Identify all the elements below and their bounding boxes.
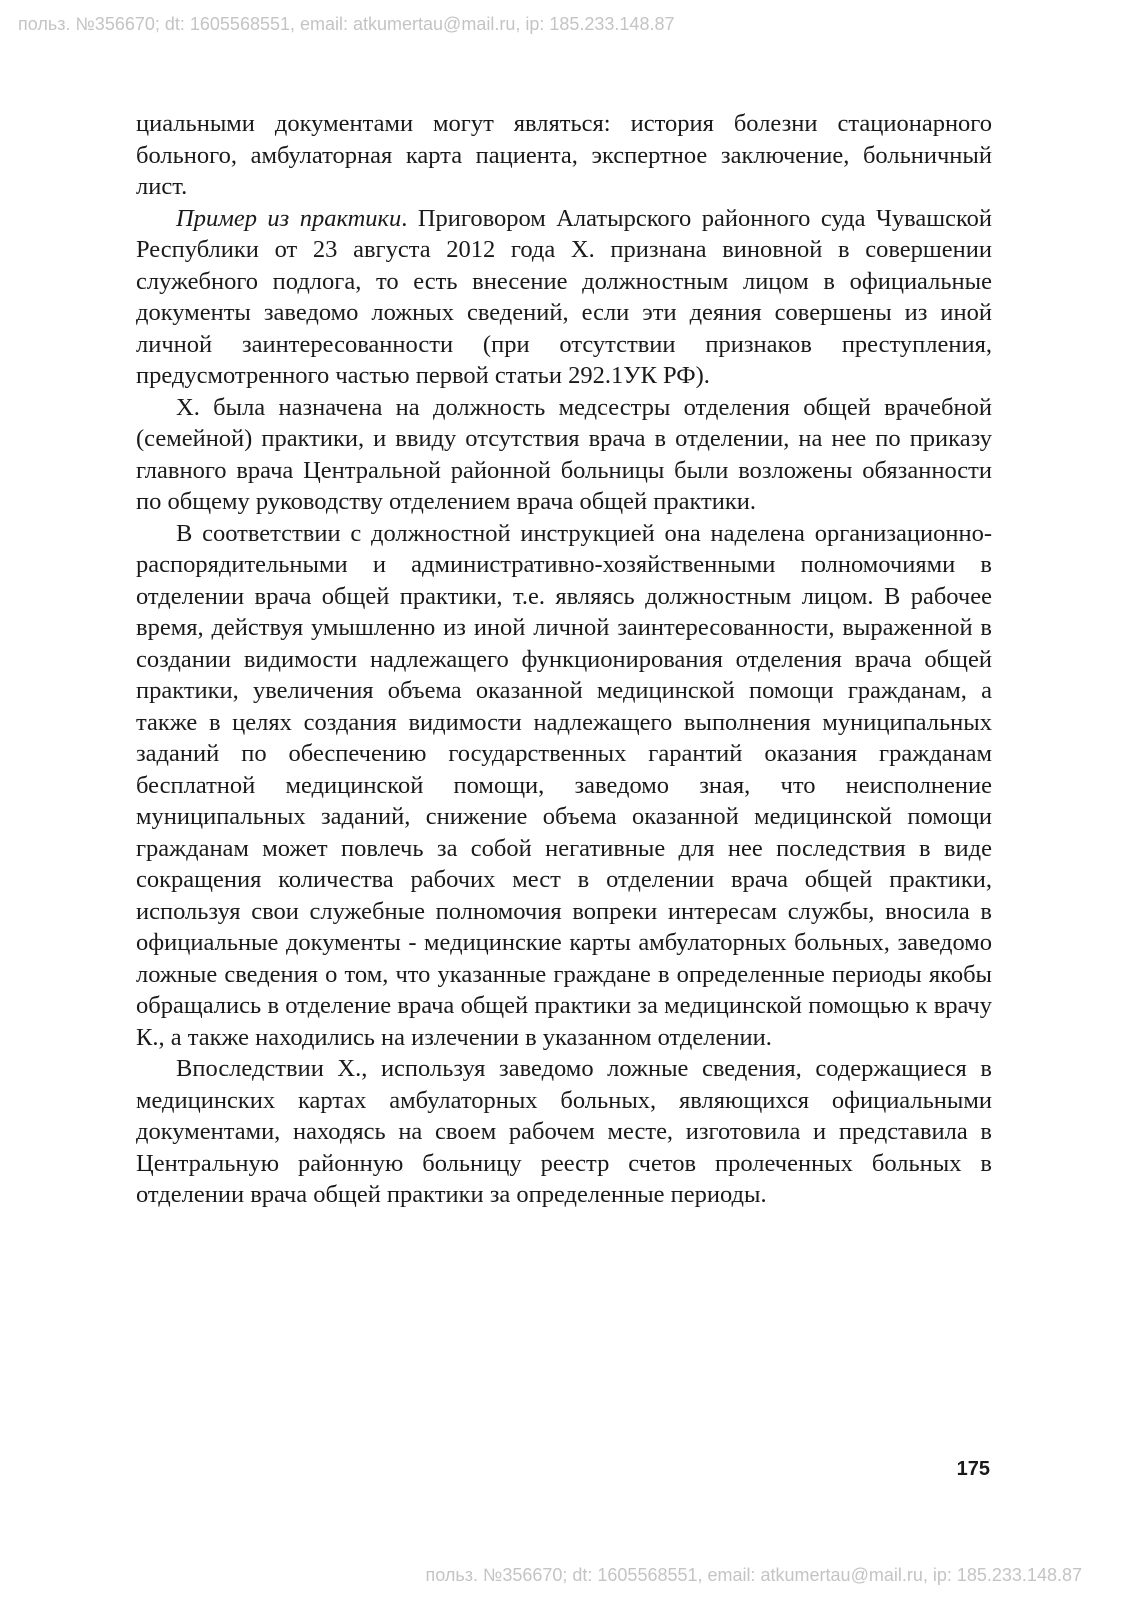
- page-number: 175: [956, 1458, 990, 1480]
- watermark-bottom: польз. №356670; dt: 1605568551, email: atkumertau@mail.ru, ip: 185.233.148.87: [425, 1565, 1082, 1585]
- paragraph-example: [136, 203, 992, 392]
- paragraph-consequence: Впоследствии Х., используя заведомо ложные сведения, содержащиеся в медицинских картах амбулаторных больных, являющихся официальными документами, находясь на своем рабочем месте, изготовила и представила в Центральную районную больницу реестр счетов пролеченных больных в отделении врача общей практики за определенные периоды.: [136, 1055, 992, 1208]
- example-text: . Приговором Алатырского районного суда Чувашской Республики от 23 августа 2012 года Х. признана виновной в совершении служебного подлога, то есть внесение должностным лицом в официальные документы заведомо ложных сведений, если эти деяния совершены из иной личной заинтересованности (при отсутствии признаков преступления, предусмотренного частью первой статьи 292.1УК РФ).: [136, 204, 992, 389]
- page-body: [136, 108, 992, 1211]
- paragraph-appointment: Х. была назначена на должность медсестры отделения общей врачебной (семейной) практики, и ввиду отсутствия врача в отделении, на нее по приказу главного врача Центральной районной больницы были возложены обязанности по общему руководству отделением врача общей практики.: [136, 393, 992, 515]
- example-lead: Пример из практики: [176, 204, 402, 232]
- watermark-top: польз. №356670; dt: 1605568551, email: atkumertau@mail.ru, ip: 185.233.148.87: [18, 14, 675, 34]
- paragraph-continuation: циальными документами могут являться: история болезни стационарного больного, амбулаторная карта пациента, экспертное заключение, больничный лист.: [136, 110, 992, 200]
- paragraph-duties: В соответствии с должностной инструкцией она наделена организационно-распорядительными и административно-хозяйственными полномочиями в отделении врача общей практики, т.е. являясь должностным лицом. В рабочее время, действуя умышленно из иной личной заинтересованности, выраженной в создании видимости надлежащего функционирования отделения врача общей практики, увеличения объема оказанной медицинской помощи гражданам, а также в целях создания видимости надлежащего выполнения муниципальных заданий по обеспечению государственных гарантий оказания гражданам бесплатной медицинской помощи, заведомо зная, что неисполнение муниципальных заданий, снижение объема оказанной медицинской помощи гражданам может повлечь за собой негативные для нее последствия в виде сокращения количества рабочих мест в отделении врача общей практики, используя свои служебные полномочия вопреки интересам службы, вносила в официальные документы - медицинские карты амбулаторных больных, заведомо ложные сведения о том, что указанные граждане в определенные периоды якобы обращались в отделение врача общей практики за медицинской помощью к врачу К., а также находились на излечении в указанном отделении.: [136, 519, 992, 1051]
